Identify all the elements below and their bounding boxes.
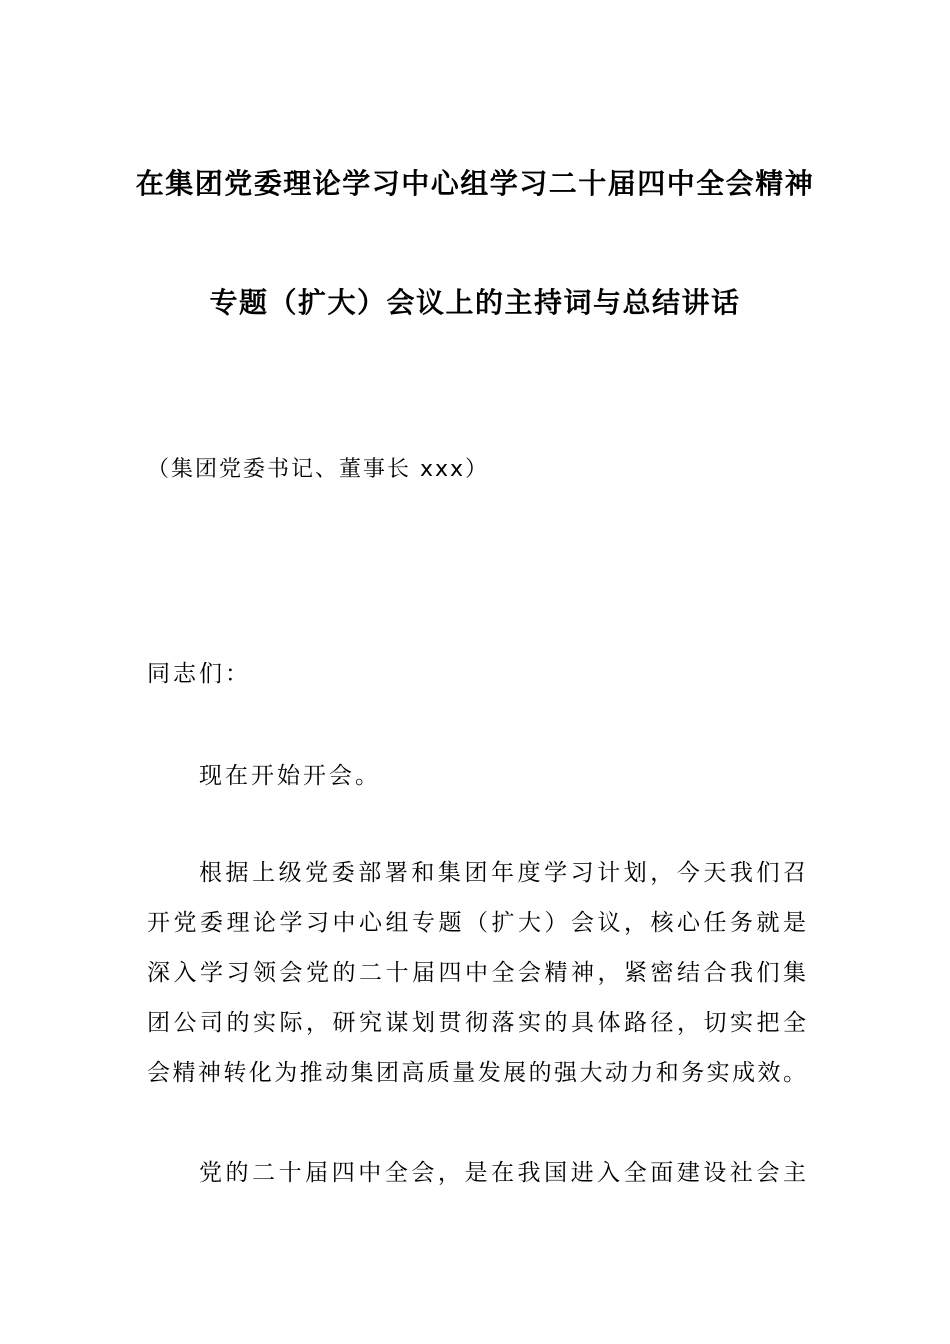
paragraph-2-line: 深入学习领会党的二十届四中全会精神，紧密结合我们集 <box>147 960 806 986</box>
paragraph-2-line: 开党委理论学习中心组专题（扩大）会议，核心任务就是 <box>147 910 806 936</box>
paragraph-1: 现在开始开会。 <box>199 763 381 789</box>
document-title-line-2: 专题（扩大）会议上的主持词与总结讲话 <box>209 286 741 319</box>
author-line: （集团党委书记、董事长 xxx） <box>147 457 490 482</box>
paragraph-2-line: 会精神转化为推动集团高质量发展的强大动力和务实成效。 <box>147 1060 806 1086</box>
paragraph-3-line: 党的二十届四中全会，是在我国进入全面建设社会主 <box>199 1160 806 1186</box>
document-title-line-1: 在集团党委理论学习中心组学习二十届四中全会精神 <box>135 167 815 200</box>
greeting: 同志们： <box>147 661 251 687</box>
paragraph-2-line: 根据上级党委部署和集团年度学习计划，今天我们召 <box>199 860 806 886</box>
paragraph-2-line: 团公司的实际，研究谋划贯彻落实的具体路径，切实把全 <box>147 1010 806 1036</box>
